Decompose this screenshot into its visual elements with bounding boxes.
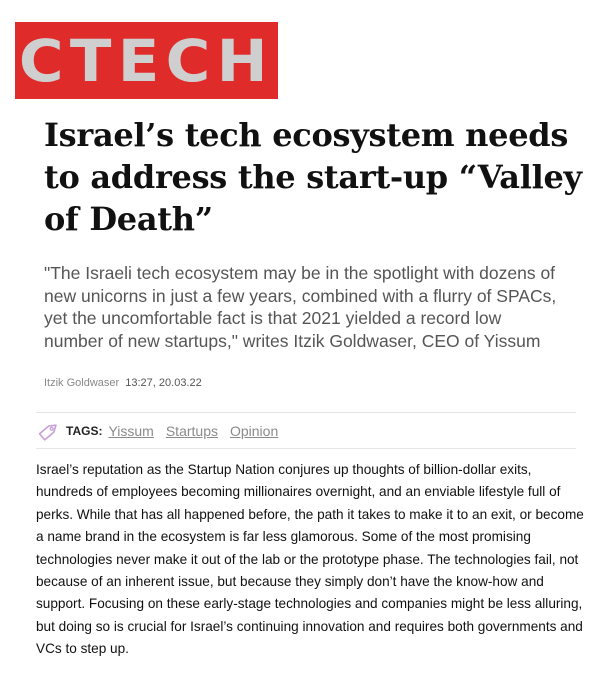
ctech-logo[interactable] <box>15 22 278 99</box>
tags-divider-bottom <box>36 448 576 449</box>
tag-icon <box>36 419 62 443</box>
tags-divider-top <box>36 412 576 413</box>
author-name: Itzik Goldwaser <box>44 377 120 389</box>
tag-link-startups[interactable]: Startups <box>165 423 218 439</box>
publish-timestamp: 13:27, 20.03.22 <box>125 377 202 389</box>
tag-link-opinion[interactable]: Opinion <box>229 423 279 439</box>
article-body: Israel’s reputation as the Startup Nation conjures up thoughts of billion-dollar exits, hundreds of employees becoming millionaires overnight, and an enviable lifestyle full of perks. While that has all happened before, the path it takes to make it to an exit, or become a name brand in the ecosystem is far less glamorous. Some of the most promising technologies never make it out of the lab or the prototype phase. The technologies fail, not because of an inherent issue, but because they simply don’t have the know-how and support. Focusing on these early-stage technologies and companies might be less alluring, but doing so is crucial for Israel’s continuing innovation and requires both governments and VCs to step up. <box>36 462 584 657</box>
article-headline: Israel’s tech ecosystem needs to address the start-up “Valley of Death” <box>44 116 582 238</box>
article-summary: "The Israeli tech ecosystem may be in the spotlight with dozens of new unicorns in just a few years, combined with a flurry of SPACs, yet the uncomfortable fact is that 2021 yielded a record low number of new startups," writes Itzik Goldwaser, CEO of Yissum <box>44 263 557 351</box>
logo-text: CTECH <box>18 26 274 95</box>
article-byline <box>44 377 202 389</box>
tags-label: TAGS: <box>66 424 103 438</box>
tags-row <box>36 419 290 443</box>
tag-link-yissum[interactable]: Yissum <box>108 423 154 439</box>
